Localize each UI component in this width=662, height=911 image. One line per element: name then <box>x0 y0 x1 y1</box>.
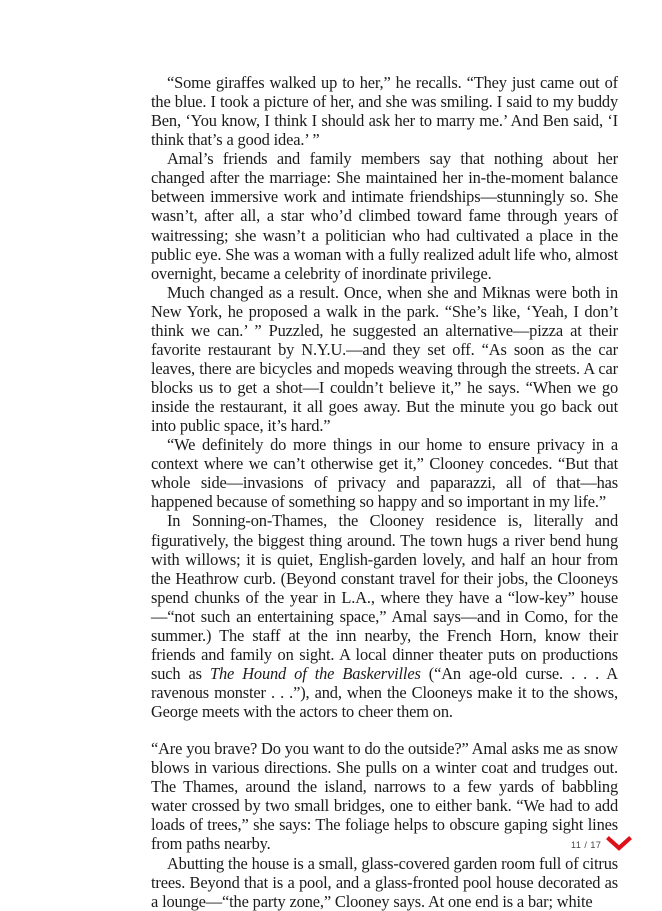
current-page: 11 <box>571 840 582 850</box>
paragraph-sonning <box>151 511 618 721</box>
italic-title: The Hound of the Baskervilles <box>209 663 421 683</box>
paragraph-are-you-brave: “Are you brave? Do you want to do the outside?” Amal asks me as snow blows in various directions. She pulls on a winter coat and trudges out. The Thames, around the island, narrows to a few yards of babbling water crossed by two small bridges, one to either bank. “We had to add loads of trees,” she says: The foliage helps to obscure gaping sight lines from paths nearby. <box>151 739 618 854</box>
total-pages: 17 <box>590 840 602 850</box>
paragraph-privacy: “We definitely do more things in our home to ensure privacy in a context where we can’t otherwise get it,” Clooney concedes. “But that whole side—invasions of privacy and paparazzi, all of that—has happened because of something so happy and so important in my life.” <box>151 435 618 512</box>
paragraph-sonning-text-1: In Sonning-on-Thames, the Clooney residence is, literally and figuratively, the biggest thing around. The town hugs a river bend hung with willows; it is quiet, English-garden lovely, and half an hour from the Heathrow curb. (Beyond constant travel for their jobs, the Clooneys spend chunks of the year in L.A., where they have a “low-key” house—“not such an entertaining space,” Amal says—and in Como, for the summer.) The staff at the inn nearby, the French Horn, know their friends and family on sight. A local dinner theater puts on productions such as <box>151 511 618 683</box>
paragraph-abutting: Abutting the house is a small, glass-covered garden room full of citrus trees. Beyond that is a pool, and a glass-fronted pool house decorated as a lounge—“the party zone,” Clooney says. At one end is a bar; white <box>151 853 618 911</box>
page-indicator <box>571 838 601 852</box>
paragraph-much-changed: Much changed as a result. Once, when she and Miknas were both in New York, he proposed a walk in the park. “She’s like, ‘Yeah, I don’t think we can.’ ” Puzzled, he suggested an alternative—pizza at their favorite restaurant by N.Y.U.—and they set off. “As soon as the car leaves, there are bicycles and mopeds weaving through the streets. A car blocks us to get a shot—I couldn’t believe it,” he says. “When we go inside the restaurant, it all goes away. But the minute you go back out into public space, it’s hard.” <box>151 282 618 436</box>
article-body <box>151 73 618 911</box>
paragraph-giraffes: “Some giraffes walked up to her,” he recalls. “They just came out of the blue. I took a picture of her, and she was smiling. I said to my buddy Ben, ‘You know, I think I should ask her to marry me.’ And Ben said, ‘I think that’s a good idea.’ ” <box>151 73 618 150</box>
paragraph-sonning-text-2: (“An age-old curse. . . . A ravenous monster . . .”), and, when the Clooneys make it to the shows, George meets with the actors to cheer them on. <box>151 663 618 722</box>
paragraph-friends-family: Amal’s friends and family members say that nothing about her changed after the marriage: She maintained her in-the-moment balance between immersive work and intimate friendships—stunningly so. She wasn’t, after all, a star who’d climbed toward fame through years of waitressing; she wasn’t a politician who had cultivated a place in the public eye. She was a woman with a fully realized adult life who, almost overnight, became a celebrity of inordinate privilege. <box>151 149 618 283</box>
next-page-button[interactable] <box>604 834 634 854</box>
page-separator: / <box>584 840 588 850</box>
chevron-down-icon <box>606 836 632 852</box>
